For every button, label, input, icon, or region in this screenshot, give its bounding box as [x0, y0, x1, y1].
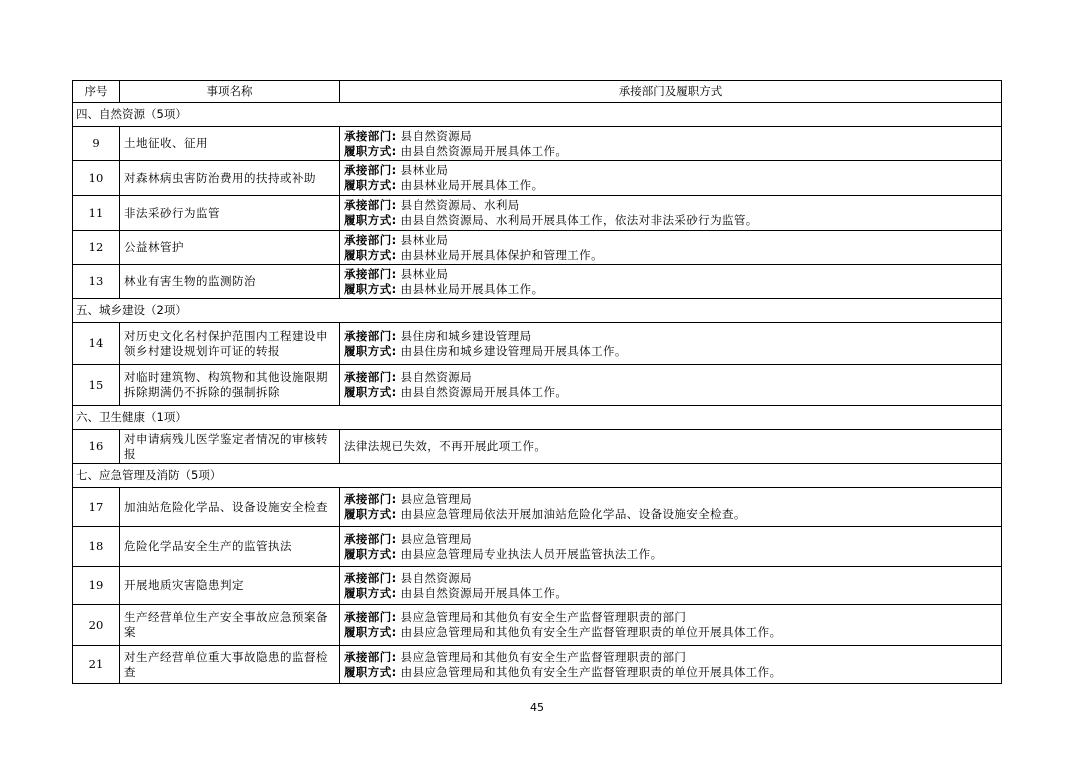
- dept-value: 县自然资源局: [400, 570, 473, 585]
- method-line: [344, 665, 997, 680]
- item-number: 13: [73, 265, 120, 299]
- item-name: 对申请病残儿医学鉴定者情况的审核转报: [120, 430, 340, 464]
- dept-label: 承接部门:: [344, 492, 397, 506]
- section-row: [73, 406, 1002, 430]
- dept-value: 县应急管理局和其他负有安全生产监督管理职责的部门: [400, 610, 687, 624]
- item-name: 非法采砂行为监管: [120, 196, 340, 231]
- table-row: [73, 231, 1002, 265]
- header-row: [73, 81, 1002, 103]
- dept-label: 承接部门:: [344, 128, 397, 143]
- method-label: 履职方式:: [344, 343, 397, 358]
- method-label: 履职方式:: [344, 625, 397, 639]
- method-value: 由县林业局开展具体保护和管理工作。: [400, 247, 603, 262]
- dept-line: [344, 129, 997, 144]
- header-dept: 承接部门及履职方式: [340, 81, 1002, 103]
- method-value: 由县应急管理局和其他负有安全生产监督管理职责的单位开展具体工作。: [400, 625, 782, 639]
- method-label: 履职方式:: [344, 585, 397, 600]
- dept-line: [344, 267, 997, 282]
- method-value: 由县自然资源局开展具体工作。: [400, 143, 568, 158]
- method-value: 由县林业局开展具体工作。: [400, 178, 544, 192]
- dept-value: 县自然资源局: [400, 128, 473, 143]
- method-label: 履职方式:: [344, 247, 397, 262]
- item-responsibility: 法律法规已失效，不再开展此项工作。: [340, 430, 1002, 464]
- dept-label: 承接部门:: [344, 570, 397, 585]
- item-name: 加油站危险化学品、设备设施安全检查: [120, 488, 340, 527]
- dept-line: [344, 610, 997, 625]
- dept-label: 承接部门:: [344, 266, 397, 281]
- table-row: [73, 430, 1002, 464]
- item-name: 对临时建筑物、构筑物和其他设施限期拆除期满仍不拆除的强制拆除: [120, 365, 340, 406]
- method-line: [344, 282, 997, 297]
- dept-label: 承接部门:: [344, 531, 397, 546]
- method-label: 履职方式:: [344, 178, 397, 192]
- item-responsibility: [340, 161, 1002, 196]
- page-number: 45: [530, 701, 544, 714]
- item-responsibility: [340, 527, 1002, 567]
- item-responsibility: [340, 646, 1002, 684]
- item-name: 对生产经营单位重大事故隐患的监督检查: [120, 646, 340, 684]
- item-responsibility: [340, 488, 1002, 527]
- item-number: 17: [73, 488, 120, 527]
- table-row: [73, 527, 1002, 567]
- dept-label: 承接部门:: [344, 649, 397, 664]
- item-responsibility: [340, 127, 1002, 161]
- item-number: 19: [73, 567, 120, 605]
- method-line: [344, 213, 997, 228]
- method-label: 履职方式:: [344, 143, 397, 158]
- dept-line: [344, 492, 997, 507]
- dept-value: 县自然资源局、水利局: [400, 198, 520, 212]
- item-name: 开展地质灾害隐患判定: [120, 567, 340, 605]
- dept-value: 县应急管理局: [400, 531, 473, 546]
- section-title: 五、城乡建设（2项）: [73, 299, 1002, 323]
- method-label: 履职方式:: [344, 281, 397, 296]
- method-value: 由县住房和城乡建设管理局开展具体工作。: [400, 343, 627, 358]
- method-label: 履职方式:: [344, 546, 397, 561]
- table-row: [73, 127, 1002, 161]
- method-line: [344, 248, 997, 263]
- dept-label: 承接部门:: [344, 163, 397, 177]
- section-row: [73, 464, 1002, 488]
- item-responsibility: [340, 323, 1002, 365]
- dept-value: 县自然资源局: [400, 370, 473, 384]
- dept-label: 承接部门:: [344, 328, 397, 343]
- dept-label: 承接部门:: [344, 610, 397, 624]
- method-line: [344, 344, 997, 359]
- header-name: 事项名称: [120, 81, 340, 103]
- method-line: [344, 385, 997, 400]
- item-number: 9: [73, 127, 120, 161]
- dept-value: 县林业局: [400, 163, 449, 177]
- method-line: [344, 547, 997, 562]
- method-label: 履职方式:: [344, 507, 397, 521]
- item-responsibility: [340, 231, 1002, 265]
- method-value: 由县应急管理局依法开展加油站危险化学品、设备设施安全检查。: [400, 507, 746, 521]
- item-number: 10: [73, 161, 120, 196]
- dept-line: [344, 370, 997, 385]
- method-line: [344, 507, 997, 522]
- item-number: 15: [73, 365, 120, 406]
- item-responsibility: [340, 265, 1002, 299]
- dept-label: 承接部门:: [344, 232, 397, 247]
- method-line: [344, 178, 997, 193]
- method-value: 由县应急管理局和其他负有安全生产监督管理职责的单位开展具体工作。: [400, 664, 782, 679]
- dept-label: 承接部门:: [344, 198, 397, 212]
- method-value: 由县自然资源局开展具体工作。: [400, 385, 568, 399]
- item-number: 20: [73, 605, 120, 646]
- dept-line: [344, 571, 997, 586]
- table-row: [73, 646, 1002, 684]
- dept-line: [344, 163, 997, 178]
- dept-value: 县林业局: [400, 232, 449, 247]
- dept-line: [344, 650, 997, 665]
- item-number: 16: [73, 430, 120, 464]
- table-body: [73, 81, 1002, 684]
- dept-value: 县应急管理局和其他负有安全生产监督管理职责的部门: [400, 649, 687, 664]
- item-responsibility: [340, 567, 1002, 605]
- method-line: [344, 625, 997, 640]
- dept-line: [344, 198, 997, 213]
- item-name: 对历史文化名村保护范围内工程建设申领乡村建设规划许可证的转报: [120, 323, 340, 365]
- item-number: 21: [73, 646, 120, 684]
- item-responsibility: [340, 605, 1002, 646]
- dept-line: [344, 329, 997, 344]
- dept-line: [344, 532, 997, 547]
- item-number: 18: [73, 527, 120, 567]
- method-line: [344, 144, 997, 159]
- dept-label: 承接部门:: [344, 370, 397, 384]
- method-label: 履职方式:: [344, 664, 397, 679]
- method-value: 由县自然资源局、水利局开展具体工作，依法对非法采砂行为监管。: [400, 213, 758, 227]
- item-name: 林业有害生物的监测防治: [120, 265, 340, 299]
- method-label: 履职方式:: [344, 385, 397, 399]
- method-label: 履职方式:: [344, 213, 397, 227]
- table-row: [73, 161, 1002, 196]
- item-name: 公益林管护: [120, 231, 340, 265]
- dept-value: 县林业局: [400, 266, 449, 281]
- dept-value: 县住房和城乡建设管理局: [400, 328, 532, 343]
- section-title: 七、应急管理及消防（5项）: [73, 464, 1002, 488]
- item-name: 对森林病虫害防治费用的扶持或补助: [120, 161, 340, 196]
- dept-value: 县应急管理局: [400, 492, 473, 506]
- item-number: 11: [73, 196, 120, 231]
- header-no: 序号: [73, 81, 120, 103]
- table-row: [73, 265, 1002, 299]
- duties-table: [72, 80, 1002, 684]
- dept-line: [344, 233, 997, 248]
- method-value: 由县林业局开展具体工作。: [400, 281, 544, 296]
- table-row: [73, 196, 1002, 231]
- item-number: 14: [73, 323, 120, 365]
- table-row: [73, 567, 1002, 605]
- item-responsibility: [340, 365, 1002, 406]
- table-row: [73, 365, 1002, 406]
- method-value: 由县自然资源局开展具体工作。: [400, 585, 568, 600]
- item-responsibility: [340, 196, 1002, 231]
- table-row: [73, 488, 1002, 527]
- item-name: 土地征收、征用: [120, 127, 340, 161]
- item-name: 生产经营单位生产安全事故应急预案备案: [120, 605, 340, 646]
- method-line: [344, 586, 997, 601]
- section-row: [73, 299, 1002, 323]
- section-title: 六、卫生健康（1项）: [73, 406, 1002, 430]
- table-row: [73, 323, 1002, 365]
- section-row: [73, 103, 1002, 127]
- method-value: 由县应急管理局专业执法人员开展监管执法工作。: [400, 546, 663, 561]
- table-row: [73, 605, 1002, 646]
- section-title: 四、自然资源（5项）: [73, 103, 1002, 127]
- item-name: 危险化学品安全生产的监管执法: [120, 527, 340, 567]
- item-number: 12: [73, 231, 120, 265]
